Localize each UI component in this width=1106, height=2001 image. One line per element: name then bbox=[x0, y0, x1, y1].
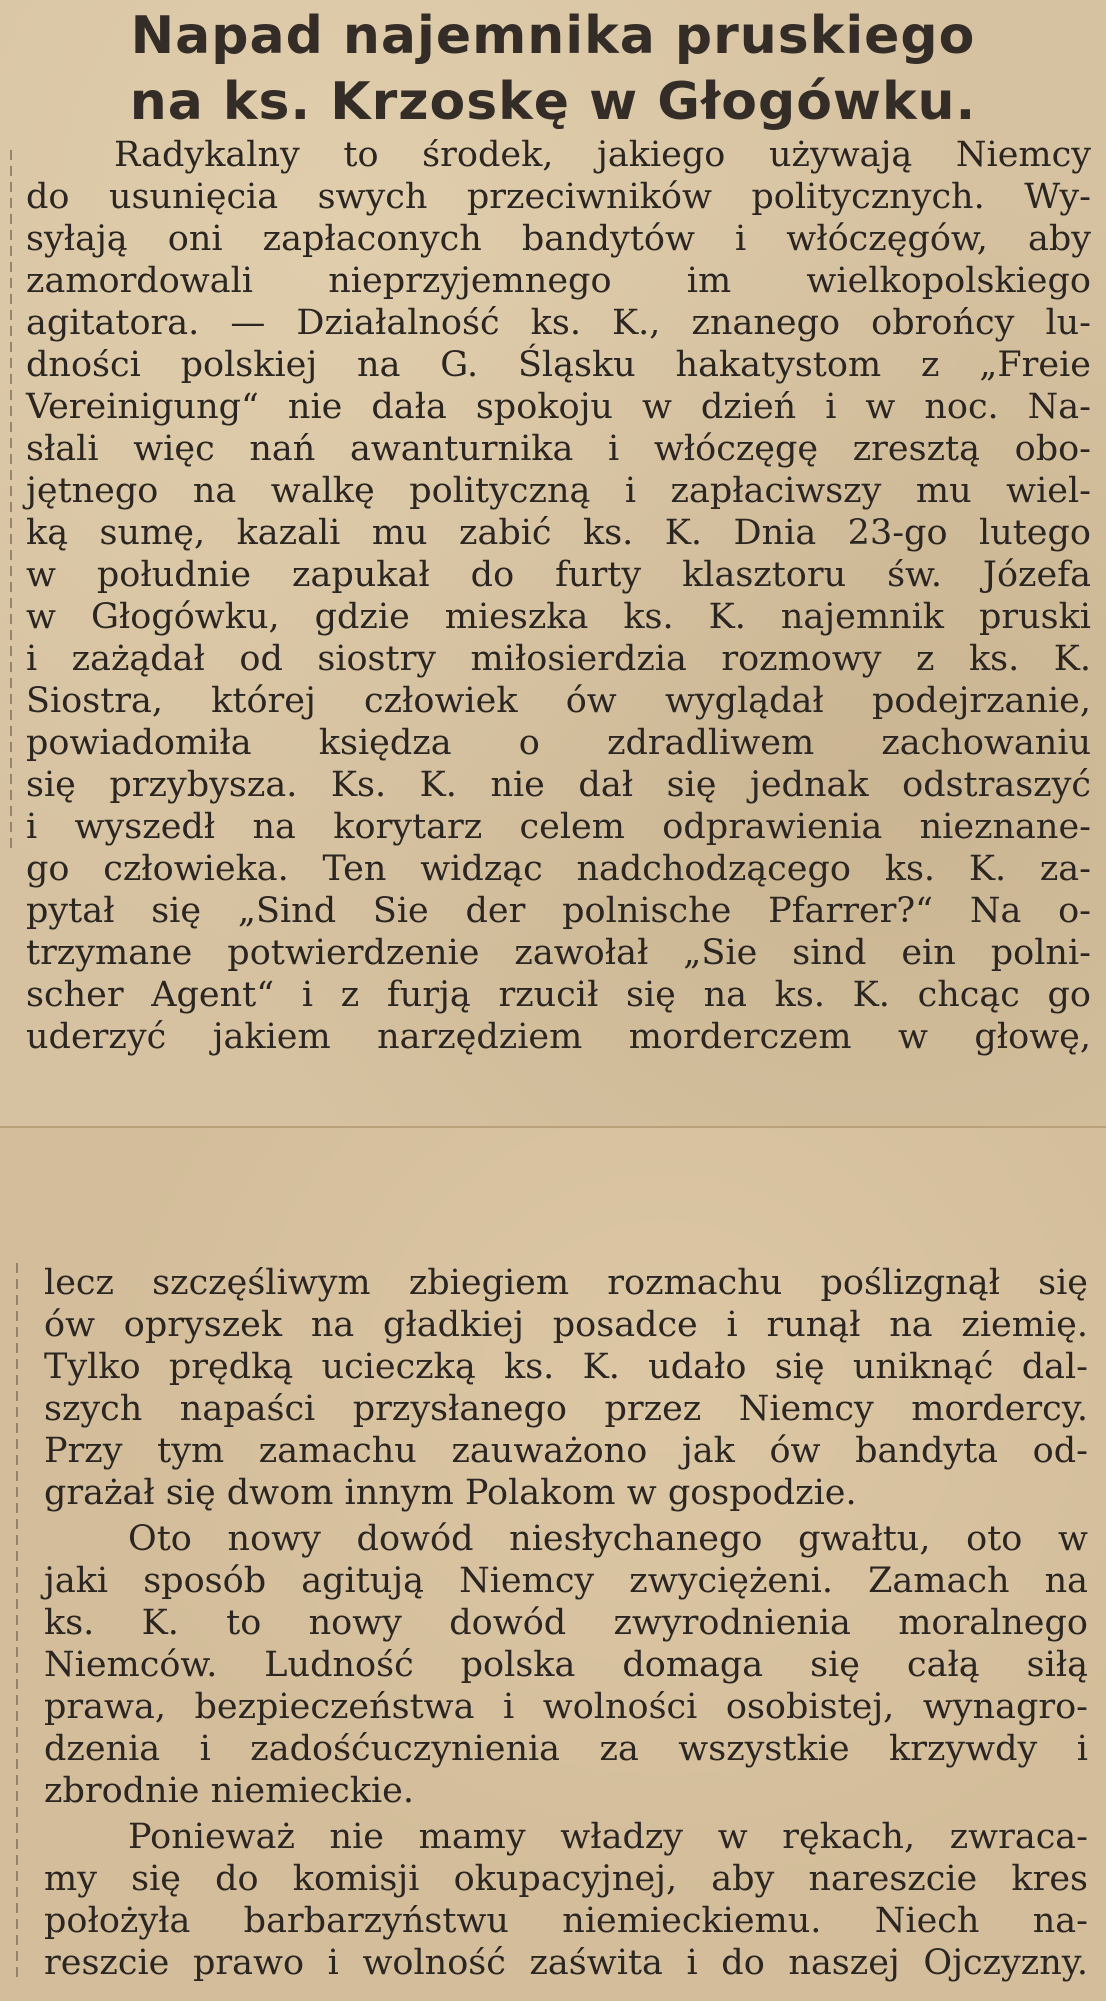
text-line: ks. K. to nowy dowód zwyrodnienia moralnego bbox=[44, 1603, 1088, 1643]
text-line: my się do komisji okupacyjnej, aby nareszcie kres bbox=[44, 1859, 1088, 1899]
text-line: się przybysza. Ks. K. nie dał się jednak odstraszyć bbox=[26, 765, 1091, 805]
text-line: powiadomiła księdza o zdradliwem zachowaniu bbox=[26, 723, 1091, 763]
text-line: lecz szczęśliwym zbiegiem rozmachu poślizgnął się bbox=[44, 1263, 1088, 1303]
text-line: ów opryszek na gładkiej posadce i runął na ziemię. bbox=[44, 1305, 1088, 1345]
text-line: i wyszedł na korytarz celem odprawienia nieznane- bbox=[26, 807, 1091, 847]
text-line: go człowieka. Ten widząc nadchodzącego ks. K. za- bbox=[26, 849, 1091, 889]
text-line: słali więc nań awanturnika i włóczęgę zresztą obo- bbox=[26, 429, 1091, 469]
column-rule bbox=[16, 1263, 18, 1983]
text-line: jętnego na walkę polityczną i zapłaciwszy mu wiel- bbox=[26, 471, 1091, 511]
headline-line-1: Napad najemnika pruskiego bbox=[130, 6, 976, 66]
article-clipping-bottom bbox=[0, 1128, 1106, 2001]
text-line: położyła barbarzyństwu niemieckiemu. Niech na- bbox=[44, 1901, 1088, 1941]
column-rule bbox=[10, 150, 12, 850]
text-line: i zażądał od siostry miłosierdzia rozmowy z ks. K. bbox=[26, 639, 1091, 679]
text-line: prawa, bezpieczeństwa i wolności osobistej, wynagro- bbox=[44, 1687, 1088, 1727]
headline-line-2: na ks. Krzoskę w Głogówku. bbox=[129, 72, 977, 132]
text-line: agitatora. — Działalność ks. K., znanego obrońcy lu- bbox=[26, 303, 1091, 343]
text-line: Oto nowy dowód niesłychanego gwałtu, oto w bbox=[128, 1519, 1088, 1559]
text-line: w Głogówku, gdzie mieszka ks. K. najemnik pruski bbox=[26, 597, 1091, 637]
text-line: do usunięcia swych przeciwników politycznych. Wy- bbox=[26, 177, 1091, 217]
text-line: syłają oni zapłaconych bandytów i włóczęgów, aby bbox=[26, 219, 1091, 259]
text-line: Radykalny to środek, jakiego używają Niemcy bbox=[114, 135, 1091, 175]
text-line: Vereinigung“ nie dała spokoju w dzień i w noc. Na- bbox=[26, 387, 1091, 427]
text-line: Przy tym zamachu zauważono jak ów bandyta od- bbox=[44, 1431, 1088, 1471]
text-line: scher Agent“ i z furją rzucił się na ks. K. chcąc go bbox=[26, 975, 1091, 1015]
text-line: uderzyć jakiem narzędziem morderczem w głowę, bbox=[26, 1017, 1091, 1057]
text-line: Ponieważ nie mamy władzy w rękach, zwraca- bbox=[128, 1817, 1088, 1857]
text-line: grażał się dwom innym Polakom w gospodzie. bbox=[44, 1473, 857, 1513]
text-line: szych napaści przysłanego przez Niemcy mordercy. bbox=[44, 1389, 1088, 1429]
text-line: reszcie prawo i wolność zaświta i do naszej Ojczyzny. bbox=[44, 1943, 1088, 1983]
text-line: w południe zapukał do furty klasztoru św. Józefa bbox=[26, 555, 1091, 595]
text-line: jaki sposób agitują Niemcy zwyciężeni. Zamach na bbox=[44, 1561, 1088, 1601]
text-line: trzymane potwierdzenie zawołał „Sie sind ein polni- bbox=[26, 933, 1091, 973]
text-line: pytał się „Sind Sie der polnische Pfarrer?“ Na o- bbox=[26, 891, 1091, 931]
text-line: Tylko prędką ucieczką ks. K. udało się uniknąć dal- bbox=[44, 1347, 1088, 1387]
text-line: zamordowali nieprzyjemnego im wielkopolskiego bbox=[26, 261, 1091, 301]
text-line: ką sumę, kazali mu zabić ks. K. Dnia 23-go lutego bbox=[26, 513, 1091, 553]
text-line: dzenia i zadośćuczynienia za wszystkie krzywdy i bbox=[44, 1729, 1088, 1769]
text-line: dności polskiej na G. Śląsku hakatystom z „Freie bbox=[26, 345, 1091, 385]
text-line: Siostra, której człowiek ów wyglądał podejrzanie, bbox=[26, 681, 1091, 721]
text-line: zbrodnie niemieckie. bbox=[44, 1771, 415, 1811]
text-line: Niemców. Ludność polska domaga się całą siłą bbox=[44, 1645, 1088, 1685]
